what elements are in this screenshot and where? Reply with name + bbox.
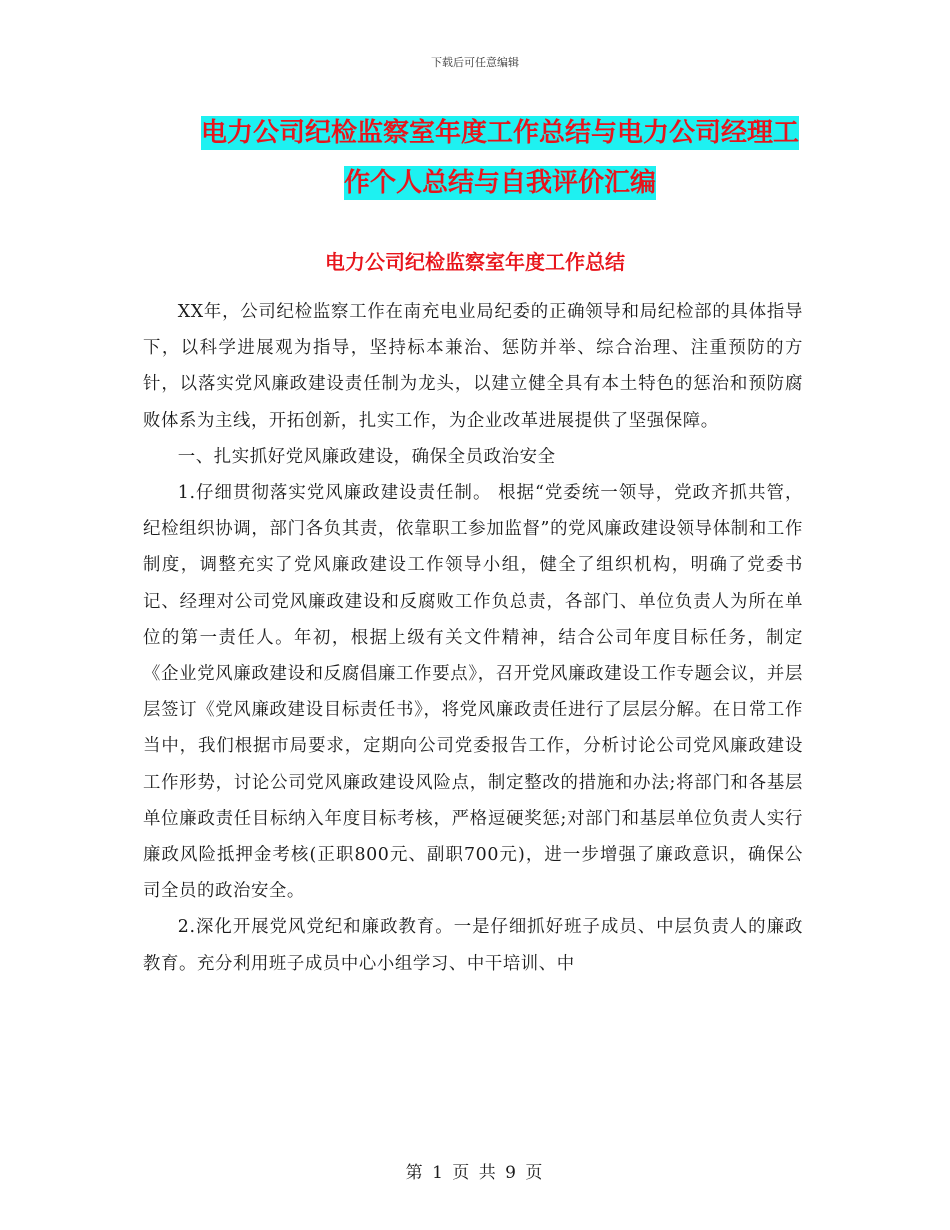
main-title-text: 电力公司纪检监察室年度工作总结与电力公司经理工作个人总结与自我评价汇编 [200, 118, 799, 198]
paragraph-item-2: 2.深化开展党风党纪和廉政教育。一是仔细抓好班子成员、中层负责人的廉政教育。充分利用班子成员中心小组学习、中干培训、中 [143, 917, 803, 974]
paragraph-heading-1: 一、扎实抓好党风廉政建设，确保全员政治安全 [177, 446, 556, 467]
main-title [190, 108, 810, 208]
body-text [143, 294, 803, 982]
header-note: 下载后可任意编辑 [431, 56, 519, 69]
page-number: 第 1 页 共 9 页 [405, 1163, 545, 1183]
paragraph-intro: XX年，公司纪检监察工作在南充电业局纪委的正确领导和局纪检部的具体指导下，以科学进展观为指导，坚持标本兼治、惩防并举、综合治理、注重预防的方针，以落实党风廉政建设责任制为龙头，以建立健全具有本土特色的惩治和预防腐败体系为主线，开拓创新，扎实工作，为企业改革进展提供了坚强保障。 [143, 302, 803, 431]
paragraph-item-1: 1.仔细贯彻落实党风廉政建设责任制。 根据“党委统一领导，党政齐抓共管，纪检组织协调，部门各负其责，依靠职工参加监督”的党风廉政建设领导体制和工作制度，调整充实了党风廉政建设工作领导小组，健全了组织机构，明确了党委书记、经理对公司党风廉政建设和反腐败工作负总责，各部门、单位负责人为所在单位的第一责任人。年初，根据上级有关文件精神，结合公司年度目标任务，制定《企业党风廉政建设和反腐倡廉工作要点》，召开党风廉政建设工作专题会议，并层层签订《党风廉政建设目标责任书》，将党风廉政责任进行了层层分解。在日常工作当中，我们根据市局要求，定期向公司党委报告工作，分析讨论公司党风廉政建设工作形势，讨论公司党风廉政建设风险点，制定整改的措施和办法;将部门和各基层单位廉政责任目标纳入年度目标考核，严格逗硬奖惩;对部门和基层单位负责人实行廉政风险抵押金考核(正职800元、副职700元)，进一步增强了廉政意识，确保公司全员的政治安全。 [143, 483, 803, 902]
section-title: 电力公司纪检监察室年度工作总结 [325, 250, 625, 274]
